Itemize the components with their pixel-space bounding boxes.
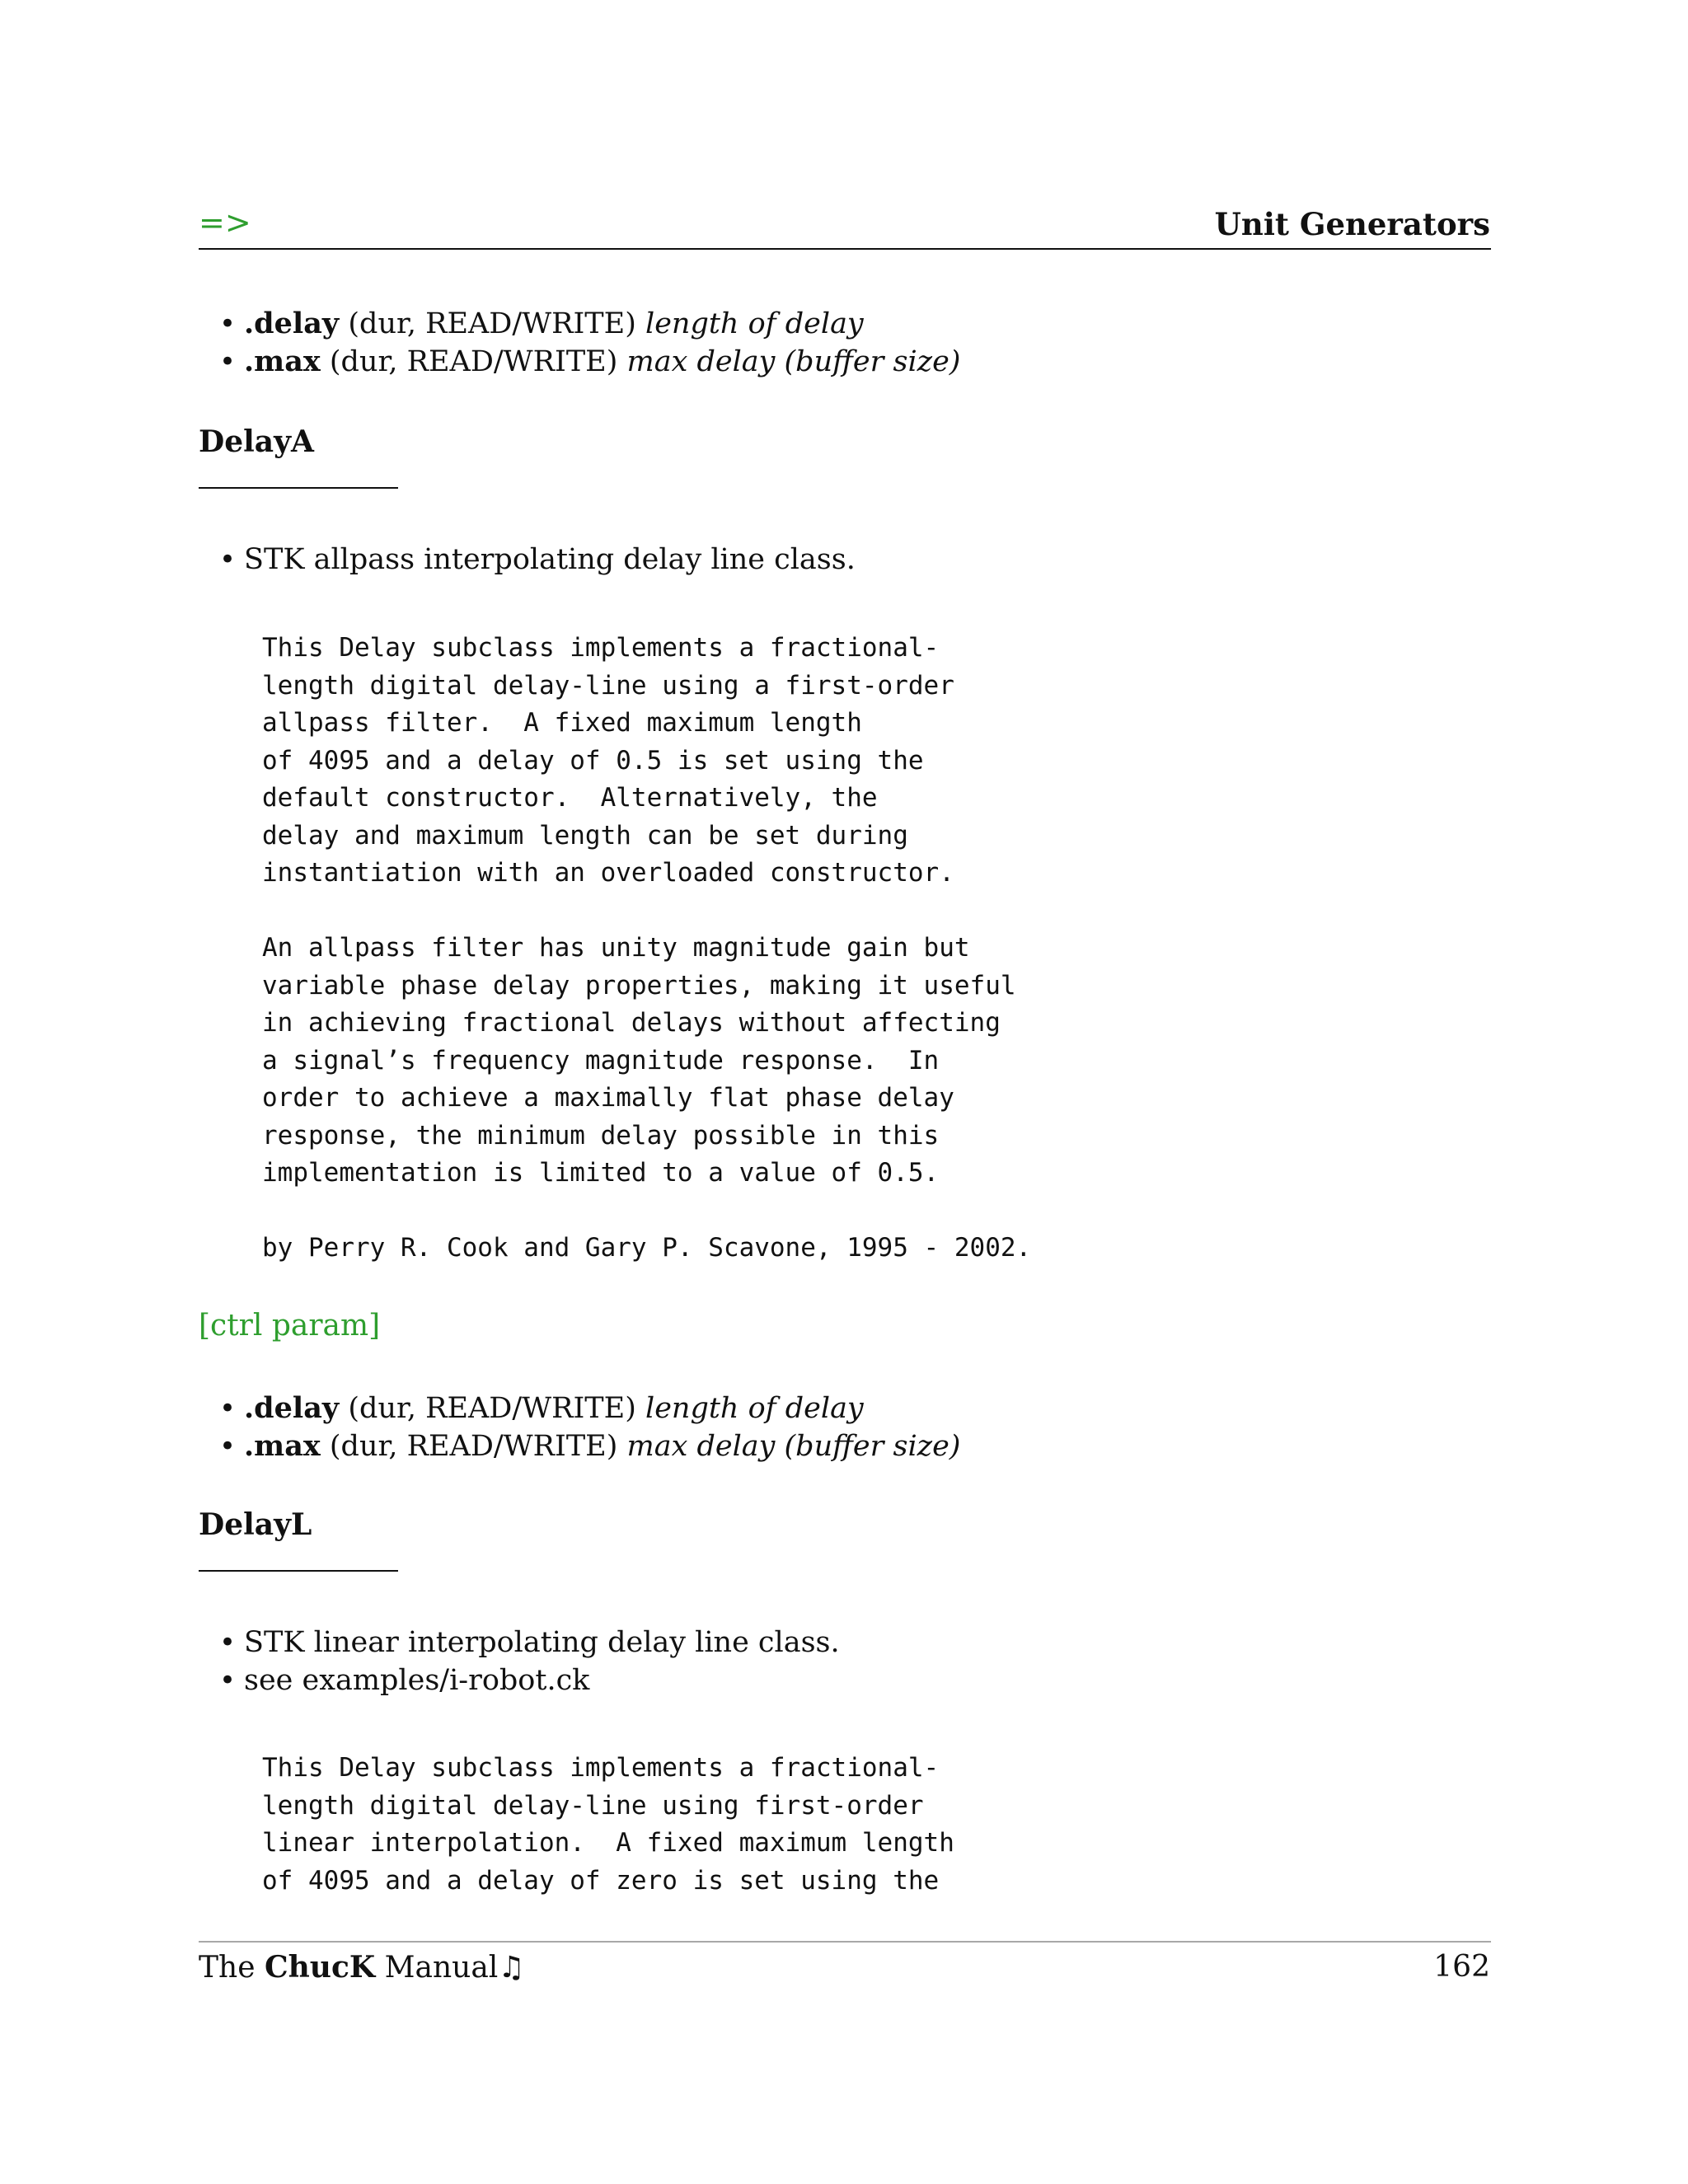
delaya-description-code: This Delay subclass implements a fractional- length digital delay-line using a first-order allpass filter. A fixed maximum length of 4095 and a delay of 0.5 is set using the default constructor. Alternatively, the delay and maximum length can be set during instantiation with an overloaded constructor. An allpass filter has unity magnitude gain but variable phase delay properties, making it useful in achieving fractional delays without affecting a signal’s frequency magnitude response. In order to achieve a maximally flat phase delay response, the minimum delay possible in this implementation is limited to a value of 0.5. by Perry R. Cook and Gary P. Scavone, 1995 - 2002. bbox=[262, 633, 1032, 1263]
section-rule-delaya bbox=[199, 487, 398, 489]
param-desc: length of delay bbox=[645, 1392, 864, 1425]
section-title-delayl: DelayL bbox=[199, 1507, 312, 1542]
delayl-description-code: This Delay subclass implements a fractional- length digital delay-line using first-order linear interpolation. A fixed maximum length of 4095 and a delay of zero is set using the bbox=[262, 1753, 954, 1896]
param-type: (dur, READ/WRITE) bbox=[348, 307, 636, 340]
param-item-max bbox=[219, 1427, 961, 1465]
list-item bbox=[219, 1624, 840, 1661]
param-type: (dur, READ/WRITE) bbox=[329, 345, 618, 378]
footer-chuck-name: ChucK bbox=[264, 1950, 376, 1985]
footer-suffix: Manual♫ bbox=[384, 1951, 525, 1985]
param-name: .max bbox=[244, 344, 321, 378]
bullet-icon: • bbox=[219, 307, 237, 340]
page-number: 162 bbox=[1433, 1950, 1490, 1984]
section-rule-delayl bbox=[199, 1570, 398, 1572]
param-type: (dur, READ/WRITE) bbox=[348, 1392, 636, 1425]
bullet-icon: • bbox=[219, 1392, 237, 1425]
footer-prefix: The bbox=[199, 1951, 256, 1985]
param-item-delay bbox=[219, 1390, 960, 1427]
param-type: (dur, READ/WRITE) bbox=[329, 1430, 618, 1463]
param-desc: max delay (buffer size) bbox=[626, 1430, 961, 1463]
param-desc: length of delay bbox=[645, 307, 864, 340]
bullet-text: STK allpass interpolating delay line class. bbox=[244, 543, 856, 576]
delay-param-list bbox=[219, 305, 961, 381]
ctrl-param-label: [ctrl param] bbox=[199, 1309, 381, 1343]
footer-rule bbox=[199, 1941, 1491, 1943]
bullet-icon: • bbox=[219, 1664, 237, 1697]
param-name: .delay bbox=[244, 1391, 340, 1425]
section-title-delaya: DelayA bbox=[199, 424, 314, 459]
bullet-icon: • bbox=[219, 543, 237, 576]
bullet-icon: • bbox=[219, 1430, 237, 1463]
delaya-param-list bbox=[219, 1390, 961, 1465]
header-section-title: Unit Generators bbox=[1214, 206, 1490, 242]
list-item bbox=[219, 1661, 840, 1699]
delaya-bullet-list bbox=[219, 541, 856, 579]
bullet-icon: • bbox=[219, 345, 237, 378]
param-desc: max delay (buffer size) bbox=[626, 345, 961, 378]
header-arrow-symbol: => bbox=[199, 204, 251, 241]
delayl-bullet-list bbox=[219, 1624, 840, 1699]
param-name: .delay bbox=[244, 307, 340, 340]
param-name: .max bbox=[244, 1429, 321, 1463]
param-item-max bbox=[219, 343, 961, 381]
header-rule bbox=[199, 248, 1491, 250]
list-item bbox=[219, 541, 856, 579]
footer-manual-title bbox=[199, 1950, 525, 1985]
bullet-text: STK linear interpolating delay line class. bbox=[244, 1626, 840, 1659]
bullet-icon: • bbox=[219, 1626, 237, 1659]
bullet-text: see examples/i-robot.ck bbox=[244, 1664, 590, 1697]
param-item-delay bbox=[219, 305, 960, 343]
